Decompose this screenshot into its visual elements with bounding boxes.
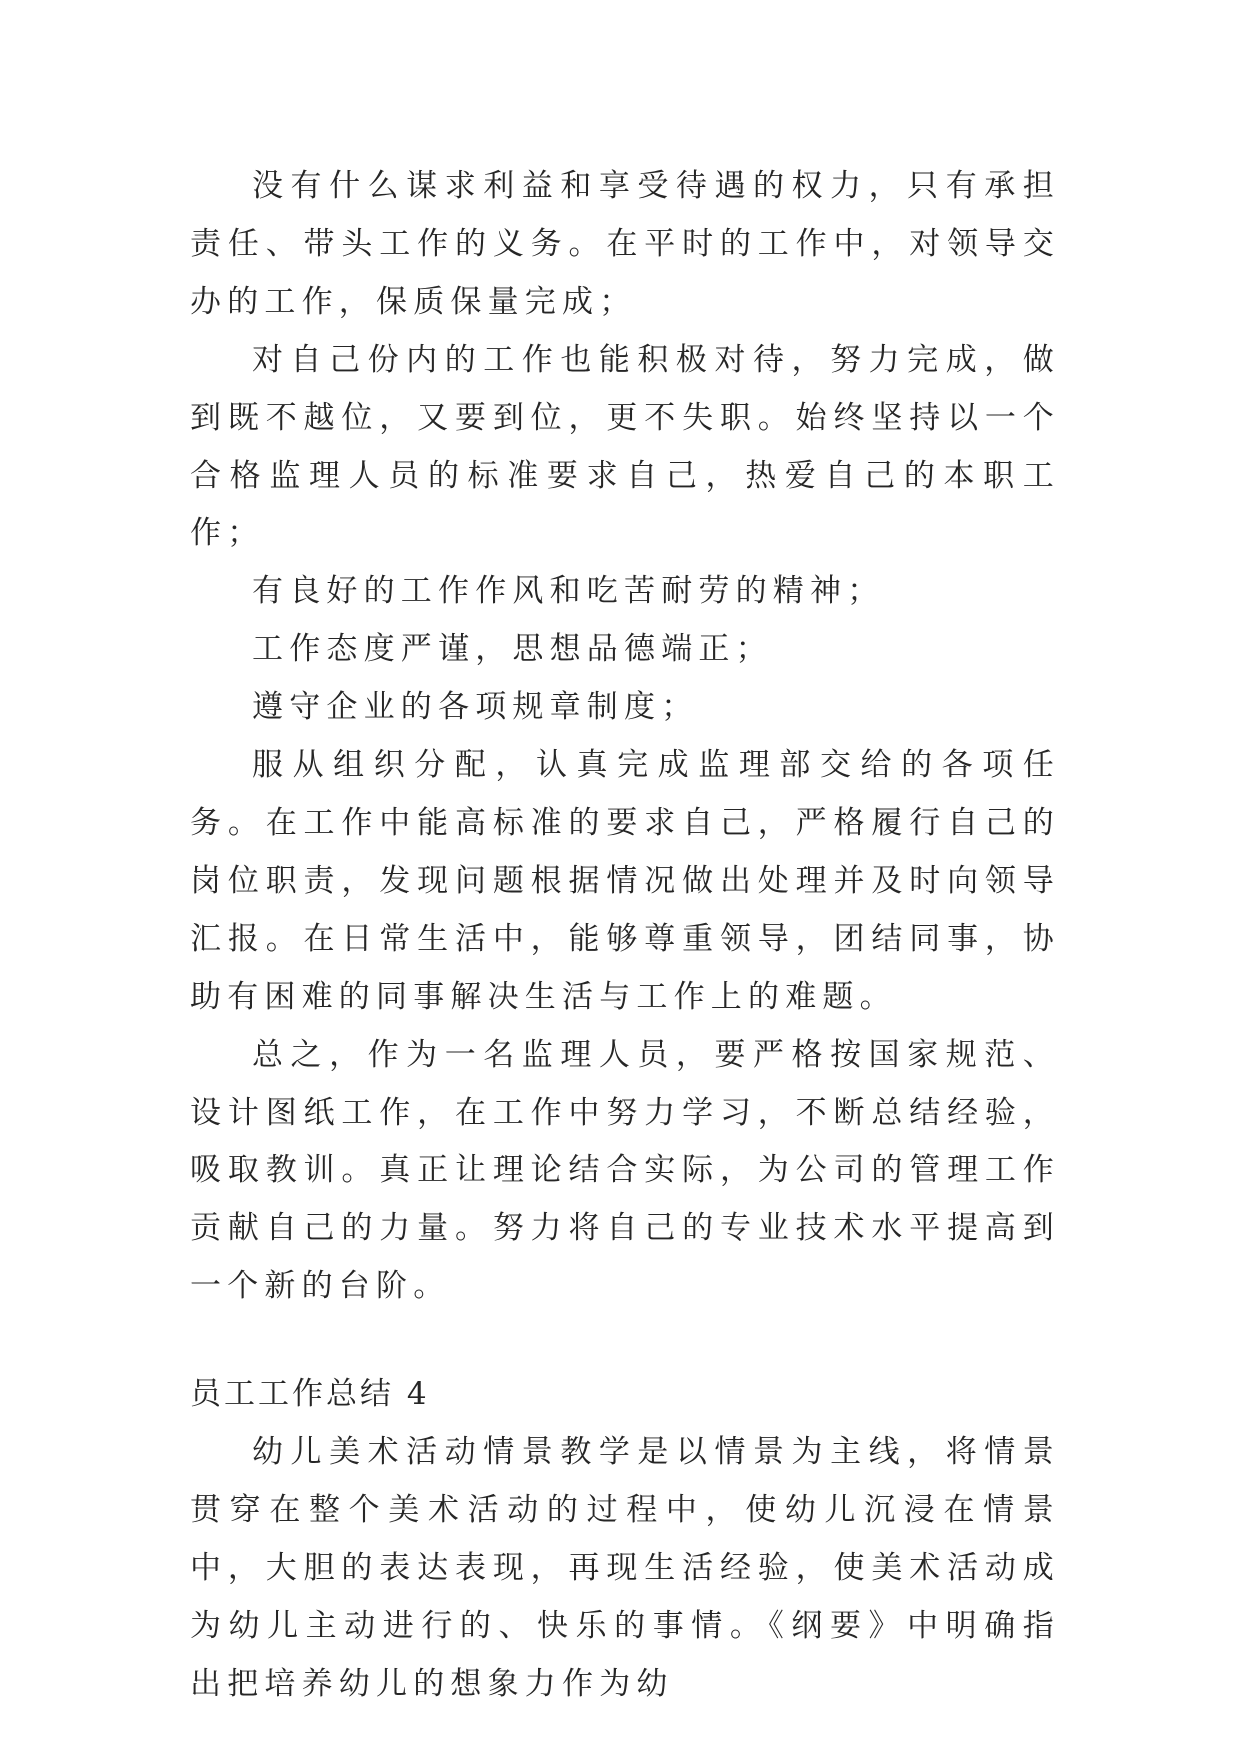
paragraph: 幼儿美术活动情景教学是以情景为主线，将情景贯穿在整个美术活动的过程中，使幼儿沉浸在情景中，大胆的表达表现，再现生活经验，使美术活动成为幼儿主动进行的、快乐的事情。《纲要》中明确指出把培养幼儿的想象力作为幼 (190, 1434, 1060, 1702)
document-body (190, 158, 1060, 1714)
paragraph: 服从组织分配，认真完成监理部交给的各项任务。在工作中能高标准的要求自己，严格履行自己的岗位职责，发现问题根据情况做出处理并及时向领导汇报。在日常生活中，能够尊重领导，团结同事，协助有困难的同事解决生活与工作上的难题。 (190, 747, 1060, 1015)
paragraph: 有良好的工作作风和吃苦耐劳的精神； (252, 573, 885, 610)
paragraph: 工作态度严谨，思想品德端正； (252, 631, 773, 668)
paragraph: 对自己份内的工作也能积极对待，努力完成，做到既不越位，又要到位，更不失职。始终坚持以一个合格监理人员的标准要求自己，热爱自己的本职工作； (190, 341, 1060, 552)
section-heading: 员工工作总结 4 (190, 1376, 430, 1413)
paragraph: 总之，作为一名监理人员，要严格按国家规范、设计图纸工作，在工作中努力学习，不断总结经验，吸取教训。真正让理论结合实际，为公司的管理工作贡献自己的力量。努力将自己的专业技术水平提高到一个新的台阶。 (190, 1036, 1060, 1305)
paragraph: 遵守企业的各项规章制度； (252, 689, 699, 726)
paragraph: 没有什么谋求利益和享受待遇的权力，只有承担责任、带头工作的义务。在平时的工作中，对领导交办的工作，保质保量完成； (190, 168, 1060, 320)
